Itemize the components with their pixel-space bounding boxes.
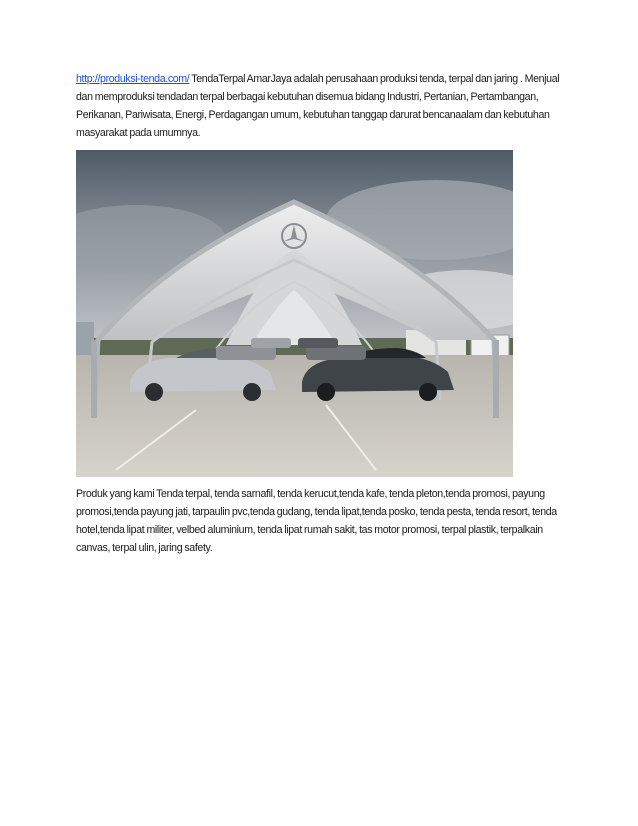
tent-leg: [91, 340, 97, 418]
tent-photo: [76, 150, 513, 477]
tent-leg: [493, 340, 499, 418]
intro-paragraph: [76, 70, 566, 142]
products-paragraph: Produk yang kami Tenda terpal, tenda sarnafil, tenda kerucut,tenda kafe, tenda pleton,tenda promosi, payung promosi,tenda payung jati, tarpaulin pvc,tenda gudang, tenda lipat,tenda posko, tenda pesta, tenda resort, tenda hotel,tenda lipat militer, velbed aluminium, tenda lipat rumah sakit, tas motor promosi, terpal plastik, terpalkain canvas, terpal ulin, jaring safety.: [76, 488, 557, 554]
intro-text: TendaTerpal AmarJaya adalah perusahaan produksi tenda, terpal dan jaring . Menjual dan memproduksi tendadan terpal berbagai kebutuhan disemua bidang Industri, Pertanian, Pertambangan, Perikanan, Pariwisata, Energi, Perdagangan umum, kebutuhan tanggap darurat bencanaalam dan kebutuhan masyarakat pada umumnya.: [76, 73, 560, 139]
website-link[interactable]: http://produksi-tenda.com/: [76, 73, 190, 85]
